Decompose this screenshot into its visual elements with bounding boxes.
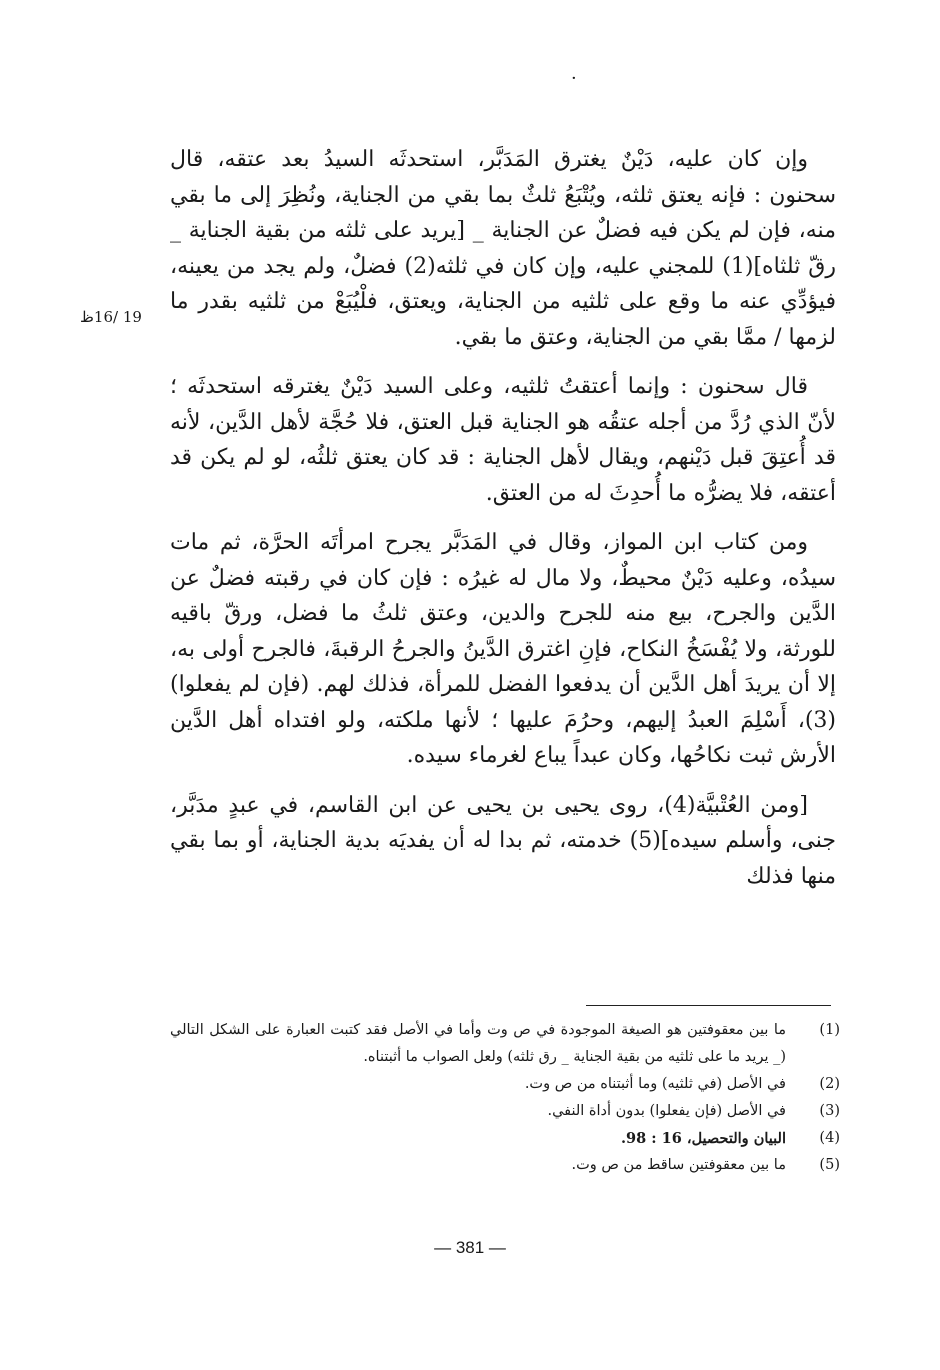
text-line: فإن لم يكن فيه فضلٌ عن الجناية _ [يريد على ثلثه من بقية الجناية _ رقّ ثلثاه](1) xyxy=(170,218,836,279)
text-line: فإنِ اغترق الدَّينُ والجرحُ الرقبةَ، فالجرح أولى به، إلا أن يريدَ أهل الدَّين أن يدفعوا xyxy=(170,636,836,697)
paragraph-4 xyxy=(170,788,836,895)
footnote xyxy=(170,1152,840,1179)
footnote xyxy=(170,1017,840,1071)
text-line: للمجني عليه، وإن كان في ثلثه(2) فضلٌ، ولم يجد من يعينه، فيؤدِّي عنه ما وقع xyxy=(170,253,836,314)
text-line: [ومن العُتْبيَّة(4)، روى يحيى بن يحيى عن ابن القاسم، في عبدٍ مدَبَّر، جنى، xyxy=(170,792,837,853)
footnote-number: (5) xyxy=(819,1157,840,1173)
page-number: — 381 — xyxy=(434,1238,506,1257)
text-line: وعليه دَيْنٌ محيطٌ، ولا مال له غيرُه : فإن كان في رقبته فضلٌ عن الدَّين والجرح، xyxy=(170,565,836,626)
paragraph-3 xyxy=(170,525,836,774)
main-text xyxy=(170,142,836,894)
text-line: سحنون : فإنه يعتق ثلثه، ويُتْبَعُ ثلثٌ بما بقي من الجناية، ونُظِرَ إلى ما بقي منه، xyxy=(170,182,836,243)
footnote-line: ما بين معقوفتين هو الصيغة الموجودة في ص وت وأما في الأصل فقد كتبت العبارة على الشكل xyxy=(209,1022,786,1038)
text-line: ومن كتاب ابن المواز، وقال في المَدَبَّر يجرح امرأتَه الحرَّة، ثم مات سيدُه، xyxy=(170,530,837,591)
footnote-text: في الأصل (في ثلثيه) وما أثبتناه من ص وت. xyxy=(524,1076,786,1092)
decorative-dot: · xyxy=(571,68,577,89)
text-line: قال سحنون : وإنما أعتقتُ ثلثيه، وعلى السيد دَيْنٌ يغترقه استحدثَه ؛ لأنّ xyxy=(170,374,836,435)
paragraph-2 xyxy=(170,369,836,511)
footnote-line: التالي (_ يريد ما على ثلثيه من بقية الجناية _ رق ثلثه) ولعل الصواب ما أثبتناه. xyxy=(170,1022,786,1065)
footnote-number: (4) xyxy=(819,1130,840,1146)
text-line: وعتق ما بقي. xyxy=(454,324,579,350)
text-line: بيع منه للجرح والدين، وعتق ثلثُ ما فضل، ورقّ باقيه للورثة، ولا يُفْسَخُ النكاح، xyxy=(170,601,836,662)
text-line: الفضل للمرأة، فذلك لهم. (فإن لم يفعلوا)(3)، أَسْلِمَ العبدُ إليهم، وحرُمَ عليها ؛ xyxy=(170,672,836,733)
footnote-text: البيان والتحصيل، 16 : 98. xyxy=(620,1130,786,1147)
footnote-text: في الأصل (فإن يفعلوا) بدون أداة النفي. xyxy=(547,1103,786,1119)
footnote-number: (2) xyxy=(819,1076,840,1092)
footnote xyxy=(170,1071,840,1098)
footnote xyxy=(170,1098,840,1125)
text-line: سيده. xyxy=(406,743,462,768)
footnote-number: (1) xyxy=(819,1022,840,1038)
text-line: أُعتِقَ قبل دَيْنهم، ويقال لأهل الجناية : قد كان يعتق ثلثُه، لو لم يكن قد أعتقه، xyxy=(170,445,836,506)
footnote-separator xyxy=(586,1005,831,1006)
text-line: لأنها ملكته، ولو افتداه أهل الدَّين الأرش ثبت نكاحُها، وكان عبداً يباع لغرماء xyxy=(170,707,836,768)
text-line: فلا يضرُّه ما أُحدِثَ له من العتق. xyxy=(485,480,774,506)
paragraph-1 xyxy=(170,142,836,355)
footnote-number: (3) xyxy=(819,1103,840,1119)
text-line: الذي رُدَّ من أجله عتقُه هو الجناية قبل العتق، فلا حُجَّة لأهل الدَّين، لأنه قد xyxy=(170,409,836,470)
footnote xyxy=(170,1125,840,1152)
text-line: وإن كان عليه، دَيْنٌ يغترق المَدَبَّر، استحدثَه السيدُ بعد عتقه، قال xyxy=(170,147,808,172)
text-line: على ثلثيه من الجناية، ويعتق، فلْيُبَعْ من ثلثيه بقدر ما لزمها / ممَّا بقي من الجناية، xyxy=(170,289,836,350)
margin-folio-note: 19 /16ظ xyxy=(80,308,142,326)
footnote-text xyxy=(170,1017,786,1071)
footnote-text: ما بين معقوفتين ساقط من ص وت. xyxy=(571,1157,786,1173)
text-line: وأسلم سيده](5) خدمته، ثم بدا له أن يفديَه بدية الجناية، أو بما بقي منها فذلك xyxy=(170,828,836,889)
footnotes xyxy=(170,1017,840,1179)
